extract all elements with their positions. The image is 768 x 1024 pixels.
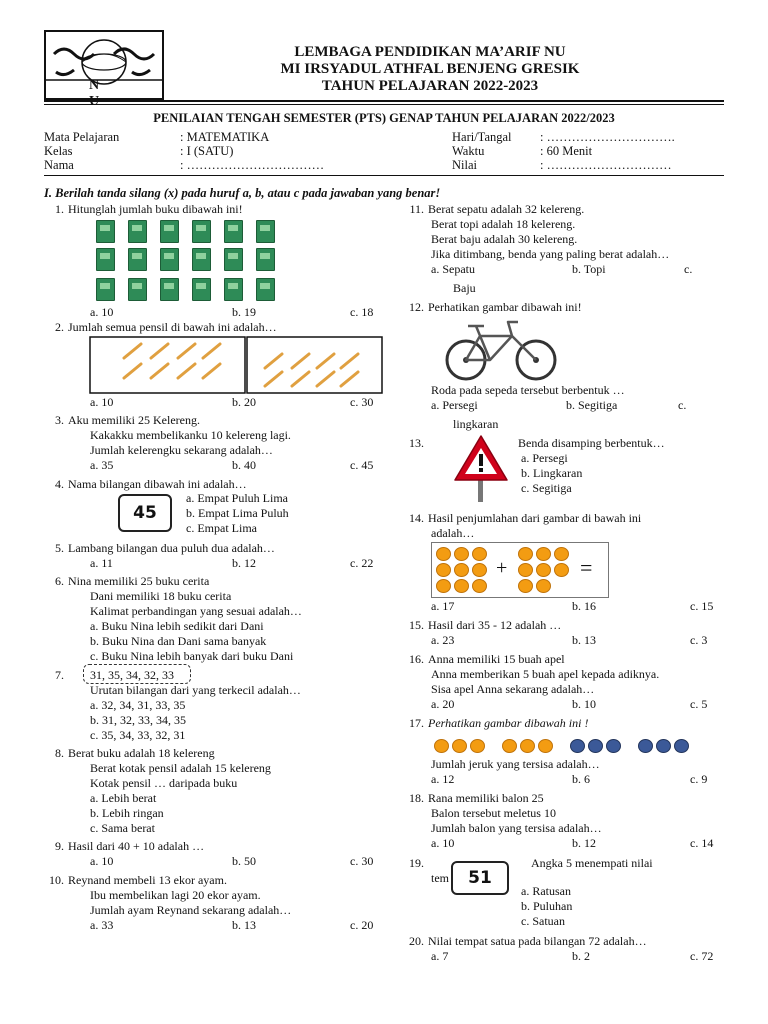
header-divider-thin bbox=[44, 104, 724, 105]
q3-line-2: Kakakku membelikanku 10 kelereng lagi. bbox=[90, 428, 291, 442]
orange-icon bbox=[472, 563, 487, 577]
q16-line-2: Anna memberikan 5 buah apel kepada adiknya. bbox=[431, 667, 660, 681]
q7-option-b[interactable]: b. 31, 32, 33, 34, 35 bbox=[90, 713, 186, 727]
q19-text-cont: tem bbox=[431, 871, 449, 885]
book-icon bbox=[192, 220, 211, 243]
q10-option-a[interactable]: a. 33 bbox=[90, 918, 114, 932]
q8-line-2: Berat kotak pensil adalah 15 kelereng bbox=[90, 761, 271, 775]
book-icon bbox=[256, 248, 275, 271]
q8-option-a[interactable]: a. Lebih berat bbox=[90, 791, 157, 805]
q1-text: Hitunglah jumlah buku dibawah ini! bbox=[68, 202, 243, 216]
info-divider bbox=[44, 175, 724, 176]
q10-line-1: Reynand membeli 13 ekor ayam. bbox=[68, 873, 227, 887]
q10-option-b[interactable]: b. 13 bbox=[232, 918, 256, 932]
logo-text: N bbox=[88, 78, 140, 93]
q15-option-a[interactable]: a. 23 bbox=[431, 633, 455, 647]
book-icon bbox=[160, 248, 179, 271]
q15-number: 15. bbox=[409, 618, 424, 632]
orange-icon bbox=[536, 547, 551, 561]
q9-option-c[interactable]: c. 30 bbox=[350, 854, 374, 868]
value-mapel: : MATEMATIKA bbox=[180, 130, 270, 144]
q11-line-1: Berat sepatu adalah 32 kelereng. bbox=[428, 202, 585, 216]
q2-text: Jumlah semua pensil di bawah ini adalah… bbox=[68, 320, 277, 334]
q12-option-a[interactable]: a. Persegi bbox=[431, 398, 478, 412]
q18-option-c[interactable]: c. 14 bbox=[690, 836, 714, 850]
q11-option-c-text: Baju bbox=[453, 281, 476, 295]
crossed-orange-icon bbox=[606, 739, 621, 753]
q17-option-b[interactable]: b. 6 bbox=[572, 772, 590, 786]
q12-number: 12. bbox=[409, 300, 424, 314]
q1-option-b[interactable]: b. 19 bbox=[232, 305, 256, 319]
q5-number: 5. bbox=[55, 541, 64, 555]
book-icon bbox=[160, 220, 179, 243]
q15-option-c[interactable]: c. 3 bbox=[690, 633, 708, 647]
q5-text: Lambang bilangan dua puluh dua adalah… bbox=[68, 541, 275, 555]
orange-icon bbox=[454, 563, 469, 577]
q18-option-b[interactable]: b. 12 bbox=[572, 836, 596, 850]
q16-option-c[interactable]: c. 5 bbox=[690, 697, 708, 711]
q5-option-a[interactable]: a. 11 bbox=[90, 556, 113, 570]
q4-option-a[interactable]: a. Empat Puluh Lima bbox=[186, 491, 288, 505]
label-nama: Nama bbox=[44, 158, 74, 172]
orange-icon bbox=[470, 739, 485, 753]
q12-option-c-text: lingkaran bbox=[453, 417, 499, 431]
number-box-51: 51 bbox=[451, 861, 509, 895]
q10-line-2: Ibu membelikan lagi 20 ekor ayam. bbox=[90, 888, 261, 902]
book-icon bbox=[224, 248, 243, 271]
q3-line-1: Aku memiliki 25 Kelereng. bbox=[68, 413, 200, 427]
academic-year: TAHUN PELAJARAN 2022-2023 bbox=[321, 78, 539, 94]
orange-icon bbox=[536, 579, 551, 593]
q8-line-1: Berat buku adalah 18 kelereng bbox=[68, 746, 215, 760]
bicycle-icon bbox=[440, 318, 562, 382]
q14-option-c[interactable]: c. 15 bbox=[690, 599, 714, 613]
orange-icon bbox=[554, 547, 569, 561]
q12-option-c[interactable]: c. bbox=[678, 398, 687, 412]
q6-option-c[interactable]: c. Buku Nina lebih banyak dari buku Dani bbox=[90, 649, 294, 663]
orange-icon bbox=[436, 547, 451, 561]
oranges-addition-figure bbox=[431, 542, 609, 598]
value-nilai: : ………………………… bbox=[540, 158, 672, 172]
q11-number: 11. bbox=[409, 202, 424, 216]
equals-sign: = bbox=[580, 555, 593, 580]
q9-option-a[interactable]: a. 10 bbox=[90, 854, 114, 868]
q2-number: 2. bbox=[55, 320, 64, 334]
q3-option-a[interactable]: a. 35 bbox=[90, 458, 114, 472]
q11-line-3: Berat baju adalah 30 kelereng. bbox=[431, 232, 578, 246]
orange-icon bbox=[436, 563, 451, 577]
label-waktu: Waktu bbox=[452, 144, 485, 158]
q8-number: 8. bbox=[55, 746, 64, 760]
orange-icon bbox=[520, 739, 535, 753]
q14-number: 14. bbox=[409, 511, 424, 525]
q11-line-2: Berat topi adalah 18 kelereng. bbox=[431, 217, 576, 231]
q19-text: Angka 5 menempati nilai bbox=[531, 856, 653, 870]
q11-option-b[interactable]: b. Topi bbox=[572, 262, 606, 276]
q20-text: Nilai tempat satua pada bilangan 72 adalah… bbox=[428, 934, 647, 948]
q3-option-b[interactable]: b. 40 bbox=[232, 458, 256, 472]
orange-icon bbox=[452, 739, 467, 753]
orange-icon bbox=[454, 547, 469, 561]
value-hari: : …………………………. bbox=[540, 130, 675, 144]
q12-option-b[interactable]: b. Segitiga bbox=[566, 398, 618, 412]
q14-line-2: adalah… bbox=[431, 526, 475, 540]
pencils-figure bbox=[89, 336, 383, 394]
q13-option-a[interactable]: a. Persegi bbox=[521, 451, 568, 465]
exam-title: PENILAIAN TENGAH SEMESTER (PTS) GENAP TAHUN PELAJARAN 2022/2023 bbox=[153, 111, 615, 125]
q1-option-a[interactable]: a. 10 bbox=[90, 305, 114, 319]
q12-line-2: Roda pada sepeda tersebut berbentuk … bbox=[431, 383, 625, 397]
q18-line-3: Jumlah balon yang tersisa adalah… bbox=[431, 821, 602, 835]
q18-number: 18. bbox=[409, 791, 424, 805]
books-figure bbox=[96, 220, 286, 304]
q4-option-b[interactable]: b. Empat Lima Puluh bbox=[186, 506, 289, 520]
value-kelas: : I (SATU) bbox=[180, 144, 234, 158]
q14-line-1: Hasil penjumlahan dari gambar di bawah ini bbox=[428, 511, 642, 525]
q16-option-b[interactable]: b. 10 bbox=[572, 697, 596, 711]
book-icon bbox=[192, 248, 211, 271]
q2-option-a[interactable]: a. 10 bbox=[90, 395, 114, 409]
q17-option-c[interactable]: c. 9 bbox=[690, 772, 708, 786]
orange-icon bbox=[554, 563, 569, 577]
q16-line-3: Sisa apel Anna sekarang adalah… bbox=[431, 682, 595, 696]
q20-option-b[interactable]: b. 2 bbox=[572, 949, 590, 963]
q11-option-c[interactable]: c. bbox=[684, 262, 693, 276]
q4-option-c[interactable]: c. Empat Lima bbox=[186, 521, 257, 535]
crossed-orange-icon bbox=[588, 739, 603, 753]
q14-option-a[interactable]: a. 17 bbox=[431, 599, 455, 613]
orange-icon bbox=[538, 739, 553, 753]
q20-option-a[interactable]: a. 7 bbox=[431, 949, 449, 963]
q18-option-a[interactable]: a. 10 bbox=[431, 836, 455, 850]
q6-line-1: Nina memiliki 25 buku cerita bbox=[68, 574, 210, 588]
value-nama: : …………………………… bbox=[180, 158, 325, 172]
plus-sign: + bbox=[496, 557, 508, 579]
q3-option-c[interactable]: c. 45 bbox=[350, 458, 374, 472]
header-divider bbox=[44, 100, 724, 102]
orange-icon bbox=[472, 547, 487, 561]
book-icon bbox=[192, 278, 211, 301]
q8-line-3: Kotak pensil … daripada buku bbox=[90, 776, 238, 790]
q20-option-c[interactable]: c. 72 bbox=[690, 949, 714, 963]
orange-icon bbox=[536, 563, 551, 577]
book-icon bbox=[160, 278, 179, 301]
q9-option-b[interactable]: b. 50 bbox=[232, 854, 256, 868]
label-mapel: Mata Pelajaran bbox=[44, 130, 120, 144]
q6-option-b[interactable]: b. Buku Nina dan Dani sama banyak bbox=[90, 634, 267, 648]
orange-icon bbox=[454, 579, 469, 593]
orange-icon bbox=[502, 739, 517, 753]
q9-number: 9. bbox=[55, 839, 64, 853]
q16-number: 16. bbox=[409, 652, 424, 666]
label-kelas: Kelas bbox=[44, 144, 73, 158]
q17-number: 17. bbox=[409, 716, 424, 730]
q19-option-b[interactable]: b. Puluhan bbox=[521, 899, 573, 913]
school-foundation: LEMBAGA PENDIDIKAN MA’ARIF NU bbox=[294, 44, 566, 60]
q8-option-b[interactable]: b. Lebih ringan bbox=[90, 806, 164, 820]
label-hari: Hari/Tangal bbox=[452, 130, 512, 144]
orange-icon bbox=[472, 579, 487, 593]
section-instruction: I. Berilah tanda silang (x) pada huruf a, b, atau c pada jawaban yang benar! bbox=[44, 186, 441, 200]
q18-line-2: Balon tersebut meletus 10 bbox=[431, 806, 556, 820]
q6-number: 6. bbox=[55, 574, 64, 588]
q15-option-b[interactable]: b. 13 bbox=[572, 633, 596, 647]
number-box-45: 45 bbox=[118, 494, 172, 532]
nu-logo-icon bbox=[44, 30, 164, 100]
q7-option-a[interactable]: a. 32, 34, 31, 33, 35 bbox=[90, 698, 186, 712]
book-icon bbox=[256, 220, 275, 243]
crossed-orange-icon bbox=[656, 739, 671, 753]
q4-text: Nama bilangan dibawah ini adalah… bbox=[68, 477, 247, 491]
q5-option-c[interactable]: c. 22 bbox=[350, 556, 374, 570]
book-icon bbox=[128, 248, 147, 271]
q10-line-3: Jumlah ayam Reynand sekarang adalah… bbox=[90, 903, 292, 917]
q19-number: 19. bbox=[409, 856, 424, 870]
warning-sign-icon bbox=[453, 434, 509, 502]
orange-icon bbox=[518, 579, 533, 593]
q7-sequence: 31, 35, 34, 32, 33 bbox=[90, 668, 174, 682]
book-icon bbox=[96, 248, 115, 271]
q2-option-b[interactable]: b. 20 bbox=[232, 395, 256, 409]
orange-icon bbox=[434, 739, 449, 753]
book-icon bbox=[224, 278, 243, 301]
q16-line-1: Anna memiliki 15 buah apel bbox=[428, 652, 565, 666]
q16-option-a[interactable]: a. 20 bbox=[431, 697, 455, 711]
q10-number: 10. bbox=[49, 873, 64, 887]
q17-text: Perhatikan gambar dibawah ini ! bbox=[428, 716, 589, 730]
q13-option-b[interactable]: b. Lingkaran bbox=[521, 466, 583, 480]
label-nilai: Nilai bbox=[452, 158, 477, 172]
q8-option-c[interactable]: c. Sama berat bbox=[90, 821, 155, 835]
q17-line-2: Jumlah jeruk yang tersisa adalah… bbox=[431, 757, 600, 771]
school-name: MI IRSYADUL ATHFAL BENJENG GRESIK bbox=[280, 61, 580, 77]
orange-icon bbox=[518, 563, 533, 577]
q13-number: 13. bbox=[409, 436, 424, 450]
q4-number: 4. bbox=[55, 477, 64, 491]
oranges-row-figure bbox=[434, 738, 696, 754]
q1-number: 1. bbox=[55, 202, 64, 216]
value-waktu: : 60 Menit bbox=[540, 144, 593, 158]
q3-line-3: Jumlah kelerengku sekarang adalah… bbox=[90, 443, 273, 457]
q9-text: Hasil dari 40 + 10 adalah … bbox=[68, 839, 205, 853]
crossed-orange-icon bbox=[674, 739, 689, 753]
q3-number: 3. bbox=[55, 413, 64, 427]
q6-line-2: Dani memiliki 18 buku cerita bbox=[90, 589, 232, 603]
orange-icon bbox=[436, 579, 451, 593]
q14-option-b[interactable]: b. 16 bbox=[572, 599, 596, 613]
crossed-orange-icon bbox=[638, 739, 653, 753]
q13-text: Benda disamping berbentuk… bbox=[518, 436, 665, 450]
book-icon bbox=[224, 220, 243, 243]
q13-option-c[interactable]: c. Segitiga bbox=[521, 481, 572, 495]
q20-number: 20. bbox=[409, 934, 424, 948]
q1-option-c[interactable]: c. 18 bbox=[350, 305, 374, 319]
q7-option-c[interactable]: c. 35, 34, 33, 32, 31 bbox=[90, 728, 186, 742]
book-icon bbox=[96, 278, 115, 301]
q10-option-c[interactable]: c. 20 bbox=[350, 918, 374, 932]
q6-line-3: Kalimat perbandingan yang sesuai adalah… bbox=[90, 604, 302, 618]
q11-option-a[interactable]: a. Sepatu bbox=[431, 262, 475, 276]
q19-option-a[interactable]: a. Ratusan bbox=[521, 884, 571, 898]
book-icon bbox=[96, 220, 115, 243]
q18-line-1: Rana memiliki balon 25 bbox=[428, 791, 544, 805]
q11-line-4: Jika ditimbang, benda yang paling berat adalah… bbox=[431, 247, 670, 261]
q2-option-c[interactable]: c. 30 bbox=[350, 395, 374, 409]
crossed-orange-icon bbox=[570, 739, 585, 753]
q12-text: Perhatikan gambar dibawah ini! bbox=[428, 300, 582, 314]
q7-text: Urutan bilangan dari yang terkecil adalah… bbox=[90, 683, 301, 697]
q15-text: Hasil dari 35 - 12 adalah … bbox=[428, 618, 562, 632]
q19-option-c[interactable]: c. Satuan bbox=[521, 914, 565, 928]
q6-option-a[interactable]: a. Buku Nina lebih sedikit dari Dani bbox=[90, 619, 264, 633]
book-icon bbox=[128, 278, 147, 301]
book-icon bbox=[128, 220, 147, 243]
book-icon bbox=[256, 278, 275, 301]
orange-icon bbox=[518, 547, 533, 561]
q17-option-a[interactable]: a. 12 bbox=[431, 772, 455, 786]
q7-number: 7. bbox=[55, 668, 64, 682]
q5-option-b[interactable]: b. 12 bbox=[232, 556, 256, 570]
